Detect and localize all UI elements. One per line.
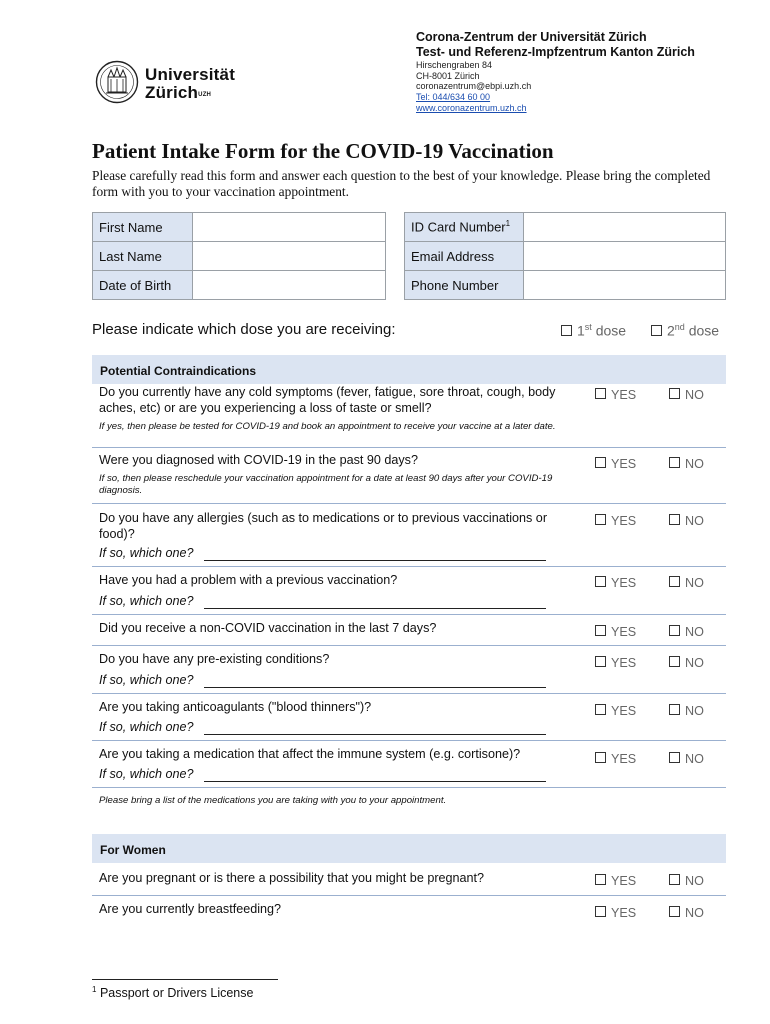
question-cold-symptoms: Do you currently have any cold symptoms (fever, fatigue, sore throat, cough, body aches, etc) or are you experiencing a loss of taste or smell? (99, 385, 556, 415)
no-option[interactable] (669, 906, 704, 920)
first-name-label: First Name (93, 213, 193, 242)
yes-option[interactable] (595, 576, 636, 590)
yes-checkbox[interactable] (595, 388, 606, 399)
address-block (416, 60, 531, 114)
medication-list-note: Please bring a list of the medications you are taking with you to your appointment. (99, 795, 447, 806)
no-option[interactable] (669, 457, 704, 471)
no-checkbox[interactable] (669, 514, 680, 525)
yes-option[interactable] (595, 625, 636, 639)
no-option[interactable] (669, 514, 704, 528)
no-option[interactable] (669, 752, 704, 766)
table-row (93, 242, 386, 271)
institution-name (416, 30, 695, 60)
email-field[interactable] (524, 242, 726, 271)
no-checkbox[interactable] (669, 752, 680, 763)
divider (92, 787, 726, 788)
no-option[interactable] (669, 576, 704, 590)
first-dose-sup: st (584, 322, 592, 332)
address-street: Hirschengraben 84 (416, 60, 493, 70)
divider (92, 503, 726, 504)
yes-checkbox[interactable] (595, 576, 606, 587)
yes-option[interactable] (595, 388, 636, 402)
contraindications-heading: Potential Contraindications (100, 364, 257, 378)
for-women-header (92, 834, 726, 863)
no-option[interactable] (669, 388, 704, 402)
previous-vaccination-answer-line[interactable] (204, 596, 546, 609)
yes-option[interactable] (595, 514, 636, 528)
no-checkbox[interactable] (669, 576, 680, 587)
divider (92, 693, 726, 694)
question-previous-vaccination: Have you had a problem with a previous vaccination? (99, 573, 398, 587)
table-row (405, 242, 726, 271)
ifso-conditions-label: If so, which one? (99, 673, 194, 687)
divider (92, 614, 726, 615)
id-card-field[interactable] (524, 213, 726, 242)
yes-checkbox[interactable] (595, 906, 606, 917)
conditions-answer-line[interactable] (204, 675, 546, 688)
yes-option[interactable] (595, 457, 636, 471)
ifso-previous-vaccination-label: If so, which one? (99, 594, 194, 608)
last-name-label: Last Name (93, 242, 193, 271)
question-allergies: Do you have any allergies (such as to medications or to previous vaccinations or food)? (99, 511, 548, 541)
table-row (405, 213, 726, 242)
address-email: coronazentrum@ebpi.uzh.ch (416, 81, 532, 92)
institution-line2: Test- und Referenz-Impfzentrum Kanton Zürich (416, 45, 695, 59)
no-option[interactable] (669, 704, 704, 718)
phone-field[interactable] (524, 271, 726, 300)
second-dose-checkbox[interactable] (651, 325, 662, 336)
footnote-divider (92, 979, 278, 980)
yes-option[interactable] (595, 906, 636, 920)
first-dose-checkbox[interactable] (561, 325, 572, 336)
question-non-covid-vaccination: Did you receive a non-COVID vaccination in the last 7 days? (99, 621, 437, 635)
question-anticoagulants: Are you taking anticoagulants ("blood thinners")? (99, 700, 372, 714)
question-immune-medication: Are you taking a medication that affect the immune system (e.g. cortisone)? (99, 747, 521, 761)
yes-checkbox[interactable] (595, 457, 606, 468)
divider (92, 566, 726, 567)
no-label: NO (685, 514, 704, 528)
institution-line1: Corona-Zentrum der Universität Zürich (416, 30, 647, 44)
note-covid-diagnosis: If so, then please reschedule your vaccination appointment for a date at least 90 days after your COVID-19 diagnosis. (99, 473, 553, 496)
divider (92, 740, 726, 741)
yes-option[interactable] (595, 874, 636, 888)
yes-checkbox[interactable] (595, 704, 606, 715)
second-dose-option[interactable] (651, 322, 719, 339)
ifso-anticoagulants-label: If so, which one? (99, 720, 194, 734)
ifso-immune-medication-label: If so, which one? (99, 767, 194, 781)
logo-wordmark (145, 66, 235, 102)
uzh-seal-icon (95, 60, 139, 104)
table-row (93, 271, 386, 300)
yes-label: YES (611, 388, 637, 402)
yes-checkbox[interactable] (595, 514, 606, 525)
yes-label: YES (611, 457, 637, 471)
id-card-label-text: ID Card Number (411, 219, 506, 235)
logo-line1: Universität (145, 65, 236, 84)
yes-label: YES (611, 625, 637, 639)
logo-line2 (145, 84, 235, 102)
divider (92, 645, 726, 646)
no-label: NO (685, 576, 704, 590)
question-pre-existing-conditions: Do you have any pre-existing conditions? (99, 652, 330, 666)
yes-label: YES (611, 704, 637, 718)
website-link[interactable]: www.coronazentrum.uzh.ch (416, 102, 527, 113)
no-checkbox[interactable] (669, 874, 680, 885)
page-title: Patient Intake Form for the COVID-19 Vaccination (92, 139, 554, 163)
ifso-allergies-label: If so, which one? (99, 546, 194, 560)
phone-link[interactable]: Tel: 044/634 60 00 (416, 92, 491, 103)
yes-option[interactable] (595, 752, 636, 766)
date-of-birth-field[interactable] (193, 271, 386, 300)
logo-sup: UZH (198, 92, 212, 98)
yes-label: YES (611, 576, 637, 590)
second-dose-word: dose (688, 322, 720, 339)
last-name-field[interactable] (193, 242, 386, 271)
yes-label: YES (611, 752, 637, 766)
divider (92, 447, 726, 448)
question-breastfeeding: Are you currently breastfeeding? (99, 902, 282, 916)
table-row (93, 213, 386, 242)
yes-label: YES (611, 906, 637, 920)
second-dose-num: 2 (667, 322, 675, 339)
personal-info-table-left (92, 212, 386, 300)
no-option[interactable] (669, 625, 704, 639)
no-checkbox[interactable] (669, 625, 680, 636)
no-checkbox[interactable] (669, 704, 680, 715)
personal-info-table-right (404, 212, 726, 300)
yes-checkbox[interactable] (595, 625, 606, 636)
phone-label: Phone Number (405, 271, 524, 300)
table-row (405, 271, 726, 300)
address-city: CH-8001 Zürich (416, 70, 480, 81)
no-checkbox[interactable] (669, 388, 680, 399)
footnote-number: 1 (92, 985, 97, 994)
no-checkbox[interactable] (669, 906, 680, 917)
anticoagulants-answer-line[interactable] (204, 722, 546, 735)
yes-option[interactable] (595, 656, 636, 670)
first-dose-word: dose (595, 322, 627, 339)
yes-label: YES (611, 874, 637, 888)
first-dose-option[interactable] (561, 322, 626, 339)
yes-checkbox[interactable] (595, 752, 606, 763)
dose-question: Please indicate which dose you are receiving: (92, 321, 396, 338)
no-checkbox[interactable] (669, 457, 680, 468)
no-label: NO (685, 752, 704, 766)
intro-text: Please carefully read this form and answer each question to the best of your knowledge. Please bring the completed form with you to your vaccination appointment. (92, 168, 711, 199)
question-covid-diagnosis: Were you diagnosed with COVID-19 in the past 90 days? (99, 453, 418, 467)
footnote-ref: 1 (505, 219, 511, 229)
no-option[interactable] (669, 874, 704, 888)
id-card-label (405, 213, 524, 242)
yes-label: YES (611, 514, 637, 528)
no-label: NO (685, 388, 704, 402)
yes-checkbox[interactable] (595, 874, 606, 885)
contraindications-header (92, 355, 726, 384)
allergies-answer-line[interactable] (204, 548, 546, 561)
no-option[interactable] (669, 656, 704, 670)
no-label: NO (685, 704, 704, 718)
immune-medication-answer-line[interactable] (204, 769, 546, 782)
footnote-text: Passport or Drivers License (99, 986, 254, 1001)
no-checkbox[interactable] (669, 656, 680, 667)
yes-checkbox[interactable] (595, 656, 606, 667)
yes-option[interactable] (595, 704, 636, 718)
date-of-birth-label: Date of Birth (93, 271, 193, 300)
footnote (92, 985, 253, 1000)
logo-line2-text: Zürich (145, 83, 199, 102)
no-label: NO (685, 874, 704, 888)
email-label: Email Address (405, 242, 524, 271)
first-name-field[interactable] (193, 213, 386, 242)
second-dose-sup: nd (674, 322, 685, 332)
no-label: NO (685, 457, 704, 471)
no-label: NO (685, 906, 704, 920)
for-women-heading: For Women (100, 843, 166, 857)
first-dose-num: 1 (577, 322, 585, 339)
note-cold-symptoms: If yes, then please be tested for COVID-19 and book an appointment to receive your vaccine at a later date. (99, 421, 556, 432)
question-pregnant: Are you pregnant or is there a possibility that you might be pregnant? (99, 871, 485, 885)
no-label: NO (685, 656, 704, 670)
no-label: NO (685, 625, 704, 639)
divider (92, 895, 726, 896)
yes-label: YES (611, 656, 637, 670)
